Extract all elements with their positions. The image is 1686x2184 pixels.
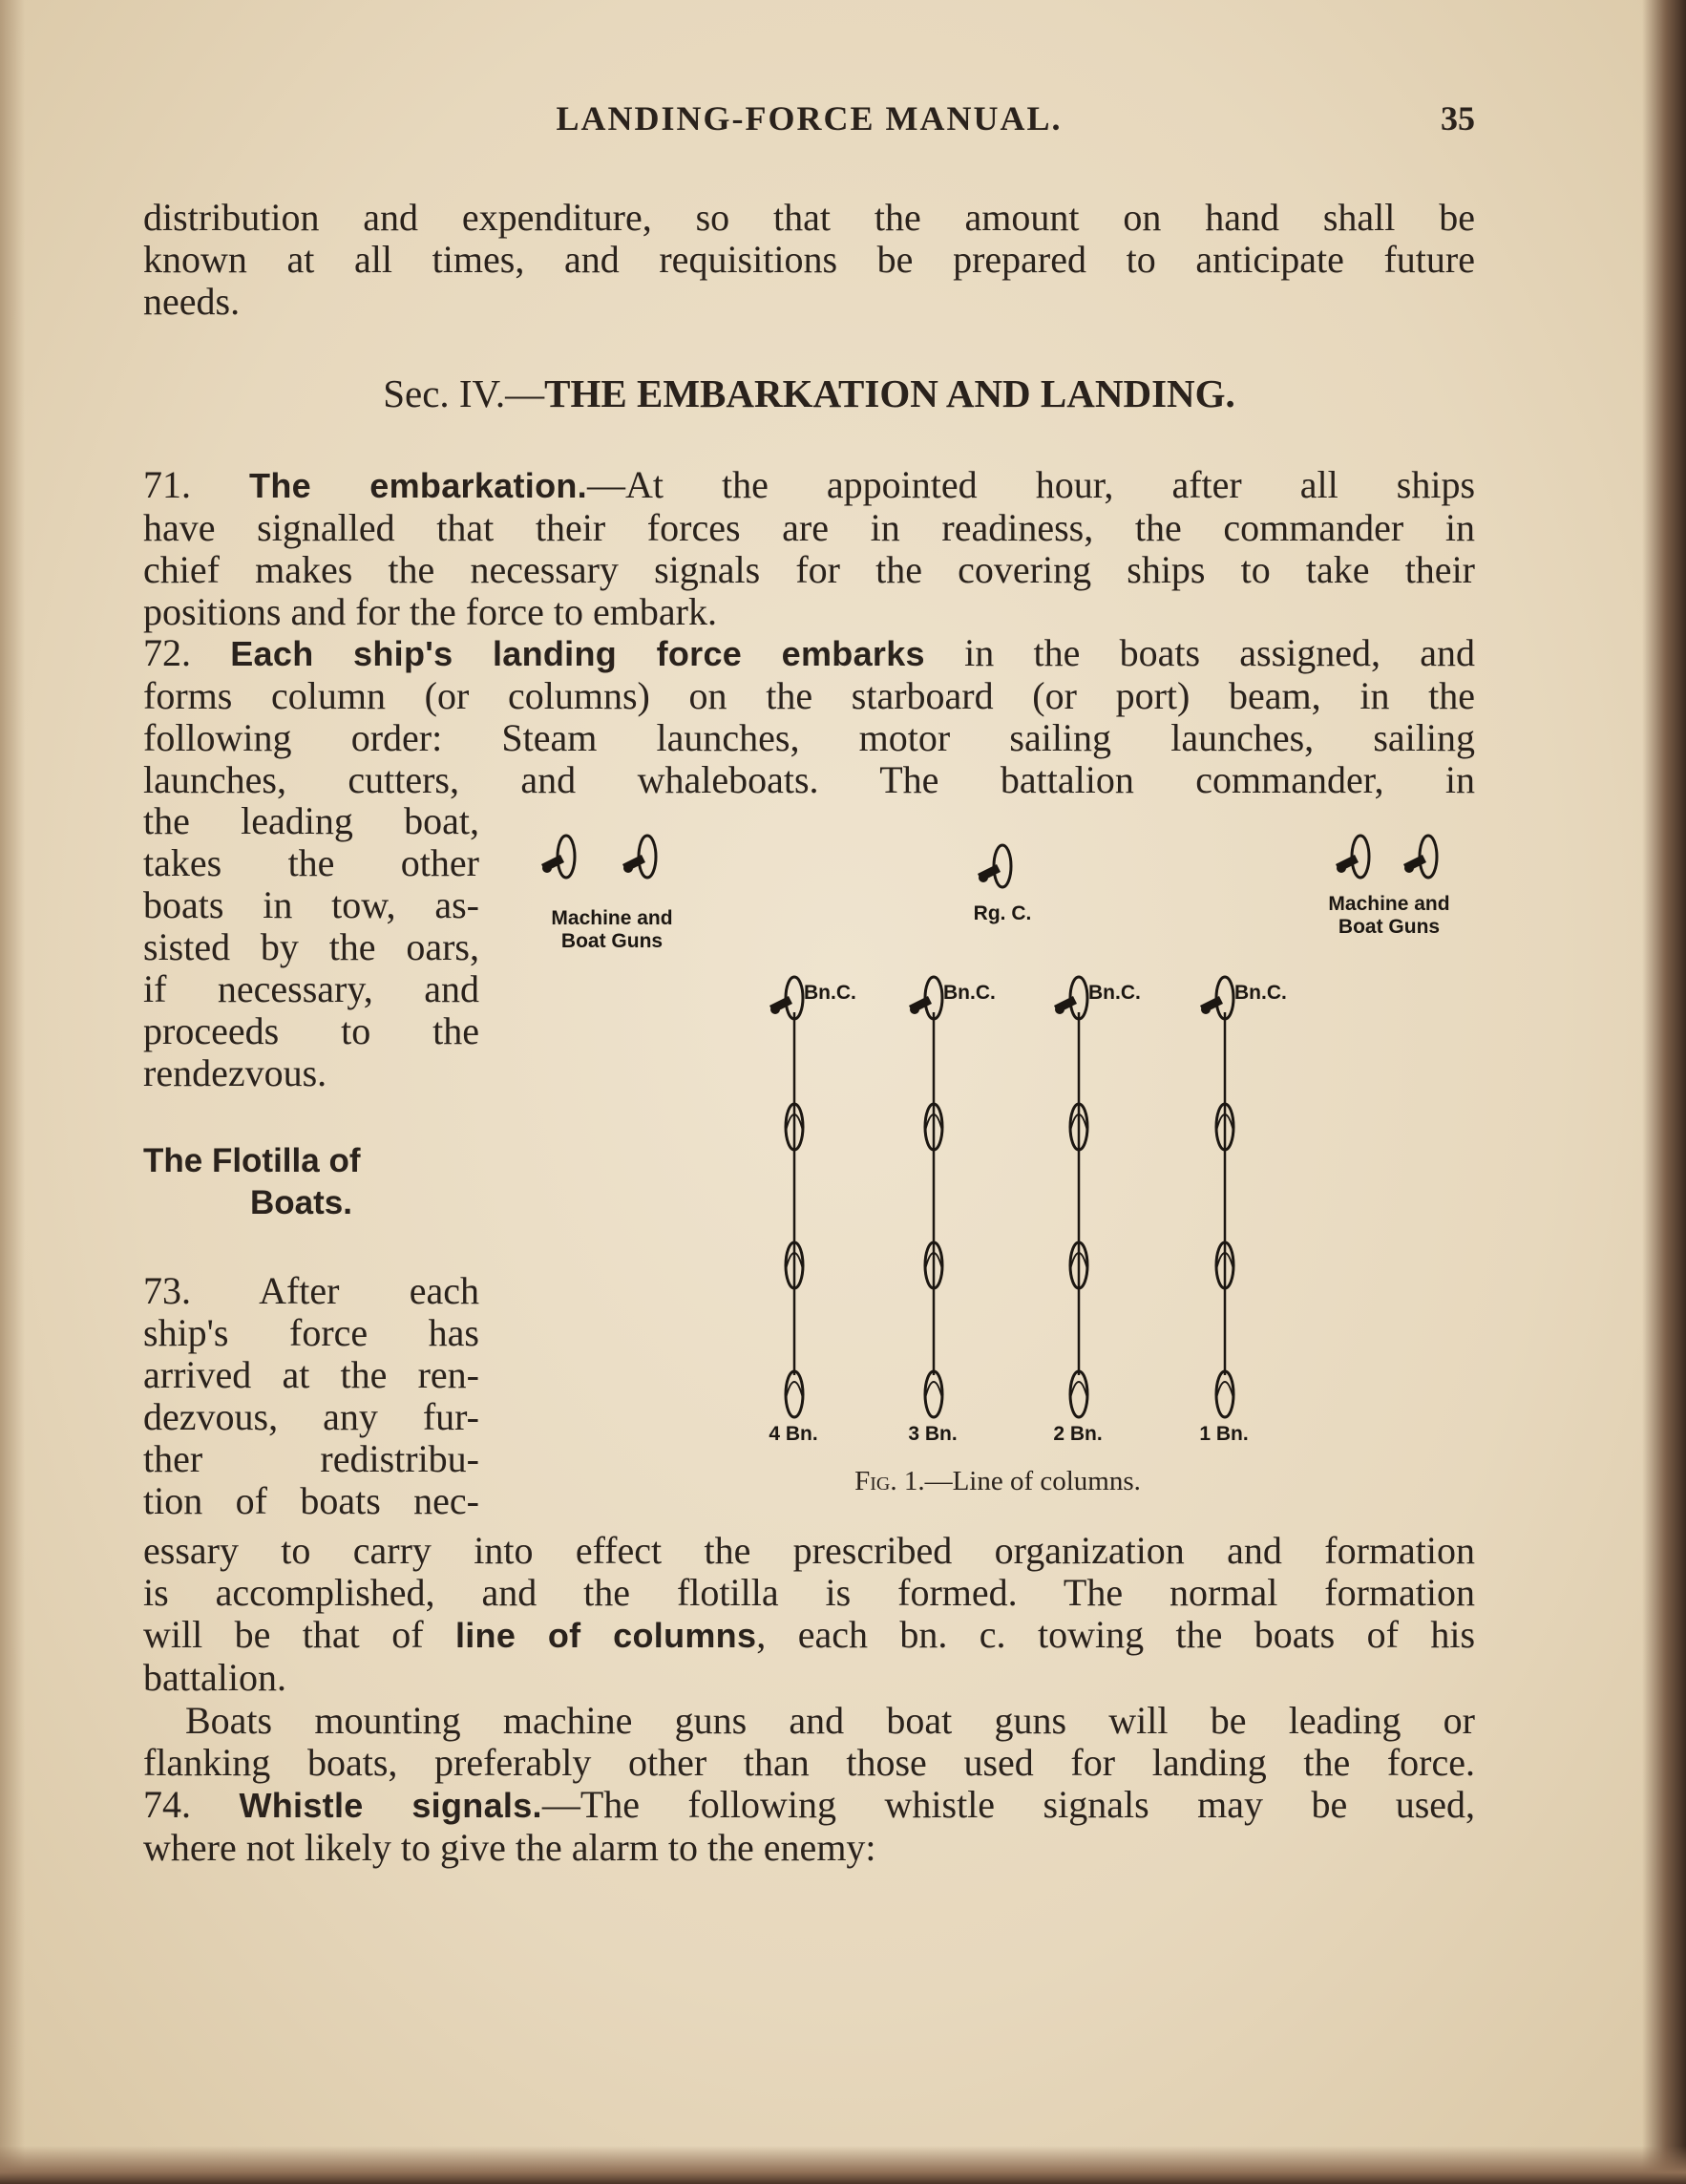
text-fragment: will be that of	[143, 1613, 455, 1656]
page-left-edge	[0, 0, 25, 2184]
text-line: launches, cutters, and whaleboats. The battalion commander, in	[143, 758, 1475, 801]
text-line: positions and for the force to embark.	[143, 590, 717, 633]
bn-c-label: Bn.C.	[1234, 982, 1287, 1004]
paragraph-71	[143, 464, 1475, 633]
text-line: boats in tow, as-	[143, 883, 479, 926]
section-title: THE EMBARKATION AND LANDING.	[544, 371, 1235, 415]
page-bottom-edge	[0, 2146, 1686, 2184]
text-line: takes the other	[143, 841, 479, 884]
text-line: following order: Steam launches, motor sailing launches, sailing	[143, 716, 1475, 759]
text-line: rendezvous.	[143, 1051, 327, 1094]
battalion-label: 1 Bn.	[1199, 1423, 1249, 1445]
bn-c-label: Bn.C.	[804, 982, 856, 1004]
text-line: is accomplished, and the flotilla is formed. The normal formation	[143, 1571, 1475, 1614]
label-line: Machine and	[1328, 893, 1450, 915]
caption-text: —Line of columns.	[924, 1466, 1141, 1496]
section-prefix: Sec. IV.—	[383, 371, 545, 415]
battalion-label: 3 Bn.	[908, 1423, 958, 1445]
text-fragment: —At the appointed hour, after all ships	[586, 463, 1476, 506]
bn-c-label: Bn.C.	[943, 982, 996, 1004]
label-line: Boat Guns	[1338, 916, 1441, 938]
text-line	[143, 1614, 1475, 1657]
text-line: chief makes the necessary signals for the covering ships to take their	[143, 548, 1475, 591]
boats-paragraph	[143, 1700, 1475, 1784]
text-fragment: in the boats assigned, and	[924, 631, 1476, 674]
text-line: if necessary, and	[143, 967, 479, 1010]
text-line: ship's force has	[143, 1311, 479, 1354]
bold-term: line of columns	[454, 1616, 757, 1655]
text-line: battalion.	[143, 1656, 286, 1699]
figure-caption	[783, 1466, 1212, 1497]
figure-line-of-columns	[496, 816, 1480, 1504]
para-heading: The embarkation.	[249, 466, 587, 505]
intro-paragraph	[143, 197, 1475, 323]
para-number: 74.	[143, 1783, 191, 1826]
regimental-commander-boat	[978, 845, 1011, 887]
gun-boat	[1336, 836, 1369, 878]
text-line: proceeds to the	[143, 1009, 479, 1052]
text-line: Boats mounting machine guns and boat guns will be leading or	[185, 1699, 1475, 1742]
left-guns-label	[531, 907, 693, 953]
para-number: 71.	[143, 463, 191, 506]
column-4bn	[769, 977, 803, 1417]
gun-boat	[622, 836, 656, 878]
text-line: sisted by the oars,	[143, 925, 479, 968]
sidehead-line: The Flotilla of	[143, 1142, 361, 1179]
text-line: ther redistribu-	[143, 1437, 479, 1480]
column-1bn	[1200, 977, 1233, 1417]
battalion-label: 4 Bn.	[769, 1423, 818, 1445]
text-line: where not likely to give the alarm to the enemy:	[143, 1826, 876, 1869]
text-line: arrived at the ren-	[143, 1353, 479, 1396]
para-number: 73.	[143, 1269, 191, 1312]
text-fragment: After each	[259, 1269, 480, 1312]
text-line: have signalled that their forces are in readiness, the commander in	[143, 506, 1475, 549]
text-line: dezvous, any fur-	[143, 1395, 479, 1438]
text-fragment: —The following whistle signals may be used,	[541, 1783, 1476, 1826]
section-heading	[143, 371, 1475, 416]
text-line: flanking boats, preferably other than those used for landing the force.	[143, 1741, 1475, 1784]
text-line: essary to carry into effect the prescribed organization and formation	[143, 1529, 1475, 1572]
column-3bn	[909, 977, 942, 1417]
paragraph-73-column	[143, 1270, 479, 1522]
label-line: Machine and	[551, 907, 673, 929]
paragraph-72-column	[143, 800, 479, 1094]
running-title: LANDING-FORCE MANUAL.	[556, 99, 1063, 138]
gun-boat	[541, 836, 575, 878]
paragraph-74	[143, 1784, 1475, 1869]
text-line: tion of boats nec-	[143, 1479, 479, 1522]
battalion-label: 2 Bn.	[1053, 1423, 1103, 1445]
para-heading: Each ship's landing force embarks	[230, 634, 925, 673]
text-line: known at all times, and requisitions be prepared to anticipate future	[143, 238, 1475, 281]
running-header	[143, 98, 1475, 146]
text-line	[143, 632, 1475, 675]
text-line: distribution and expenditure, so that the amount on hand shall be	[143, 196, 1475, 239]
para-number: 72.	[143, 631, 191, 674]
text-fragment: , each bn. c. towing the boats of his	[756, 1613, 1476, 1656]
text-line	[143, 464, 1475, 507]
page-number: 35	[1441, 99, 1475, 138]
sidehead-flotilla	[143, 1140, 479, 1224]
rg-c-label: Rg. C.	[973, 902, 1032, 924]
paragraph-73	[143, 1530, 1475, 1699]
paragraph-72	[143, 632, 1475, 801]
text-line	[143, 1784, 1475, 1827]
text-line	[143, 1270, 479, 1312]
bn-c-label: Bn.C.	[1088, 982, 1141, 1004]
text-line: forms column (or columns) on the starboard (or port) beam, in the	[143, 674, 1475, 717]
right-guns-label	[1308, 893, 1470, 939]
para-heading: Whistle signals.	[239, 1786, 542, 1825]
text-line: the leading boat,	[143, 799, 479, 842]
text-line: needs.	[143, 280, 241, 323]
sidehead-line: Boats.	[250, 1184, 352, 1221]
gun-boat	[1403, 836, 1437, 878]
label-line: Boat Guns	[560, 930, 664, 952]
caption-fig: Fig. 1.	[854, 1466, 925, 1496]
column-2bn	[1054, 977, 1087, 1417]
page-right-edge	[1642, 0, 1686, 2184]
